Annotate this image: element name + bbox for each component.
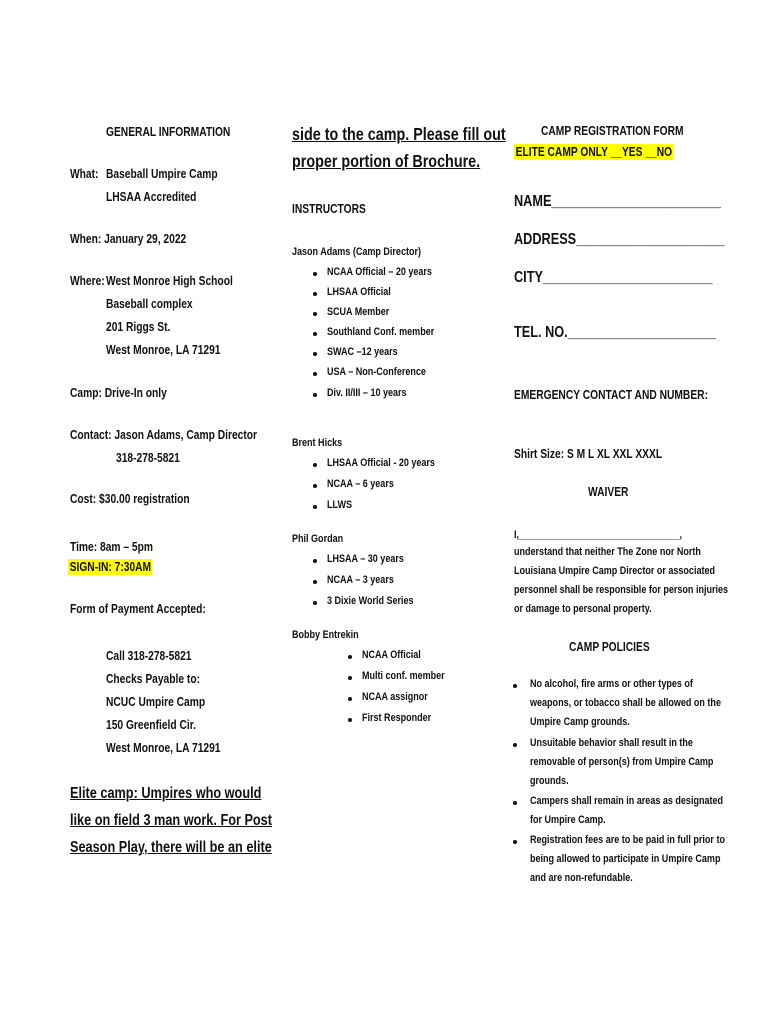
elite-line-2: like on field 3 man work. For Post	[70, 812, 272, 829]
instructor-name: Jason Adams (Camp Director)	[292, 246, 421, 258]
bullet-icon	[513, 801, 517, 805]
continued-line-1: side to the camp. Please fill out	[292, 124, 506, 144]
policy-line: Campers shall remain in areas as designated	[530, 795, 724, 807]
policy-line: grounds.	[530, 775, 569, 787]
emergency-contact-field[interactable]: EMERGENCY CONTACT AND NUMBER:	[514, 388, 708, 402]
camp-policies-heading: CAMP POLICIES	[569, 640, 650, 654]
payment-line-5: West Monroe, LA 71291	[106, 741, 221, 755]
form-title: CAMP REGISTRATION FORM	[541, 124, 684, 138]
where-line-4: West Monroe, LA 71291	[106, 343, 221, 357]
contact-text: Contact: Jason Adams, Camp Director	[70, 428, 258, 442]
policy-line: being allowed to participate in Umpire Camp	[530, 853, 721, 865]
instructor-name: Bobby Entrekin	[292, 629, 359, 641]
policy-line: No alcohol, fire arms or other types of	[530, 678, 693, 690]
bullet-icon	[513, 743, 517, 747]
where-line-3: 201 Riggs St.	[106, 320, 171, 334]
name-field[interactable]: NAME________________________	[514, 193, 722, 210]
tel-field[interactable]: TEL. NO._____________________	[514, 324, 717, 341]
continued-line-2: proper portion of Brochure.	[292, 151, 481, 171]
bullet-icon	[313, 559, 317, 563]
contact-phone: 318-278-5821	[116, 451, 180, 465]
instructor-item: First Responder	[362, 712, 432, 724]
instructor-item: NCAA assignor	[362, 691, 428, 703]
what-line-1: Baseball Umpire Camp	[106, 167, 218, 181]
payment-heading: Form of Payment Accepted:	[70, 602, 206, 616]
payment-line-3: NCUC Umpire Camp	[106, 695, 206, 709]
instructor-item: NCAA Official	[362, 649, 421, 661]
policy-line: weapons, or tobacco shall be allowed on the	[530, 697, 721, 709]
shirt-size-field[interactable]: Shirt Size: S M L XL XXL XXXL	[514, 447, 663, 461]
time-text: Time: 8am – 5pm	[70, 540, 153, 554]
bullet-icon	[313, 292, 317, 296]
when-text: When: January 29, 2022	[70, 232, 187, 246]
bullet-icon	[313, 332, 317, 336]
bullet-icon	[313, 312, 317, 316]
camp-text: Camp: Drive-In only	[70, 386, 167, 400]
instructor-item: NCAA – 6 years	[327, 478, 394, 490]
policy-line: Unsuitable behavior shall result in the	[530, 737, 693, 749]
instructor-item: Multi conf. member	[362, 670, 445, 682]
bullet-icon	[313, 463, 317, 467]
where-label: Where:	[70, 274, 105, 288]
waiver-line-3: Louisiana Umpire Camp Director or associated	[514, 565, 716, 577]
bullet-icon	[513, 840, 517, 844]
policy-line: Registration fees are to be paid in full prior to	[530, 834, 725, 846]
bullet-icon	[348, 697, 352, 701]
bullet-icon	[313, 580, 317, 584]
instructors-heading: INSTRUCTORS	[292, 202, 366, 216]
bullet-icon	[313, 352, 317, 356]
instructor-name: Brent Hicks	[292, 437, 343, 449]
where-line-1: West Monroe High School	[106, 274, 233, 288]
instructor-item: NCAA – 3 years	[327, 574, 394, 586]
where-line-2: Baseball complex	[106, 297, 193, 311]
elite-line-1: Elite camp: Umpires who would	[70, 785, 262, 802]
instructor-item: Southland Conf. member	[327, 326, 435, 338]
bullet-icon	[313, 372, 317, 376]
instructor-item: SCUA Member	[327, 306, 390, 318]
policy-line: removable of person(s) from Umpire Camp	[530, 756, 714, 768]
waiver-line-5: or damage to personal property.	[514, 603, 652, 615]
bullet-icon	[348, 676, 352, 680]
policy-line: Umpire Camp grounds.	[530, 716, 630, 728]
cost-text: Cost: $30.00 registration	[70, 492, 190, 506]
bullet-icon	[313, 393, 317, 397]
instructor-item: Div. II/III – 10 years	[327, 387, 407, 399]
instructor-item: LHSAA Official	[327, 286, 391, 298]
payment-line-4: 150 Greenfield Cir.	[106, 718, 197, 732]
instructor-item: USA – Non-Conference	[327, 366, 426, 378]
instructor-item: LHSAA – 30 years	[327, 553, 404, 565]
waiver-heading: WAIVER	[588, 485, 629, 499]
address-field[interactable]: ADDRESS_____________________	[514, 231, 725, 248]
bullet-icon	[313, 505, 317, 509]
policy-line: and are non-refundable.	[530, 872, 633, 884]
bullet-icon	[348, 655, 352, 659]
instructor-item: LHSAA Official - 20 years	[327, 457, 435, 469]
instructor-item: SWAC –12 years	[327, 346, 398, 358]
bullet-icon	[313, 484, 317, 488]
city-field[interactable]: CITY________________________	[514, 269, 713, 286]
policy-line: for Umpire Camp.	[530, 814, 606, 826]
waiver-line-1: I,________________________________,	[514, 529, 683, 541]
what-line-2: LHSAA Accredited	[106, 190, 197, 204]
bullet-icon	[513, 684, 517, 688]
instructor-item: LLWS	[327, 499, 353, 511]
elite-camp-option[interactable]: ELITE CAMP ONLY __YES __NO	[515, 145, 673, 159]
general-information-heading: GENERAL INFORMATION	[106, 125, 231, 139]
bullet-icon	[313, 272, 317, 276]
what-label: What:	[70, 167, 99, 181]
payment-line-1: Call 318-278-5821	[106, 649, 192, 663]
payment-line-2: Checks Payable to:	[106, 672, 201, 686]
instructor-name: Phil Gordan	[292, 533, 344, 545]
bullet-icon	[348, 718, 352, 722]
instructor-item: NCAA Official – 20 years	[327, 266, 432, 278]
waiver-line-4: personnel shall be responsible for person injuries	[514, 584, 729, 596]
waiver-line-2: understand that neither The Zone nor North	[514, 546, 701, 558]
bullet-icon	[313, 601, 317, 605]
elite-line-3: Season Play, there will be an elite	[70, 839, 272, 856]
instructor-item: 3 Dixie World Series	[327, 595, 414, 607]
signin-text: SIGN-IN: 7:30AM	[69, 560, 152, 574]
